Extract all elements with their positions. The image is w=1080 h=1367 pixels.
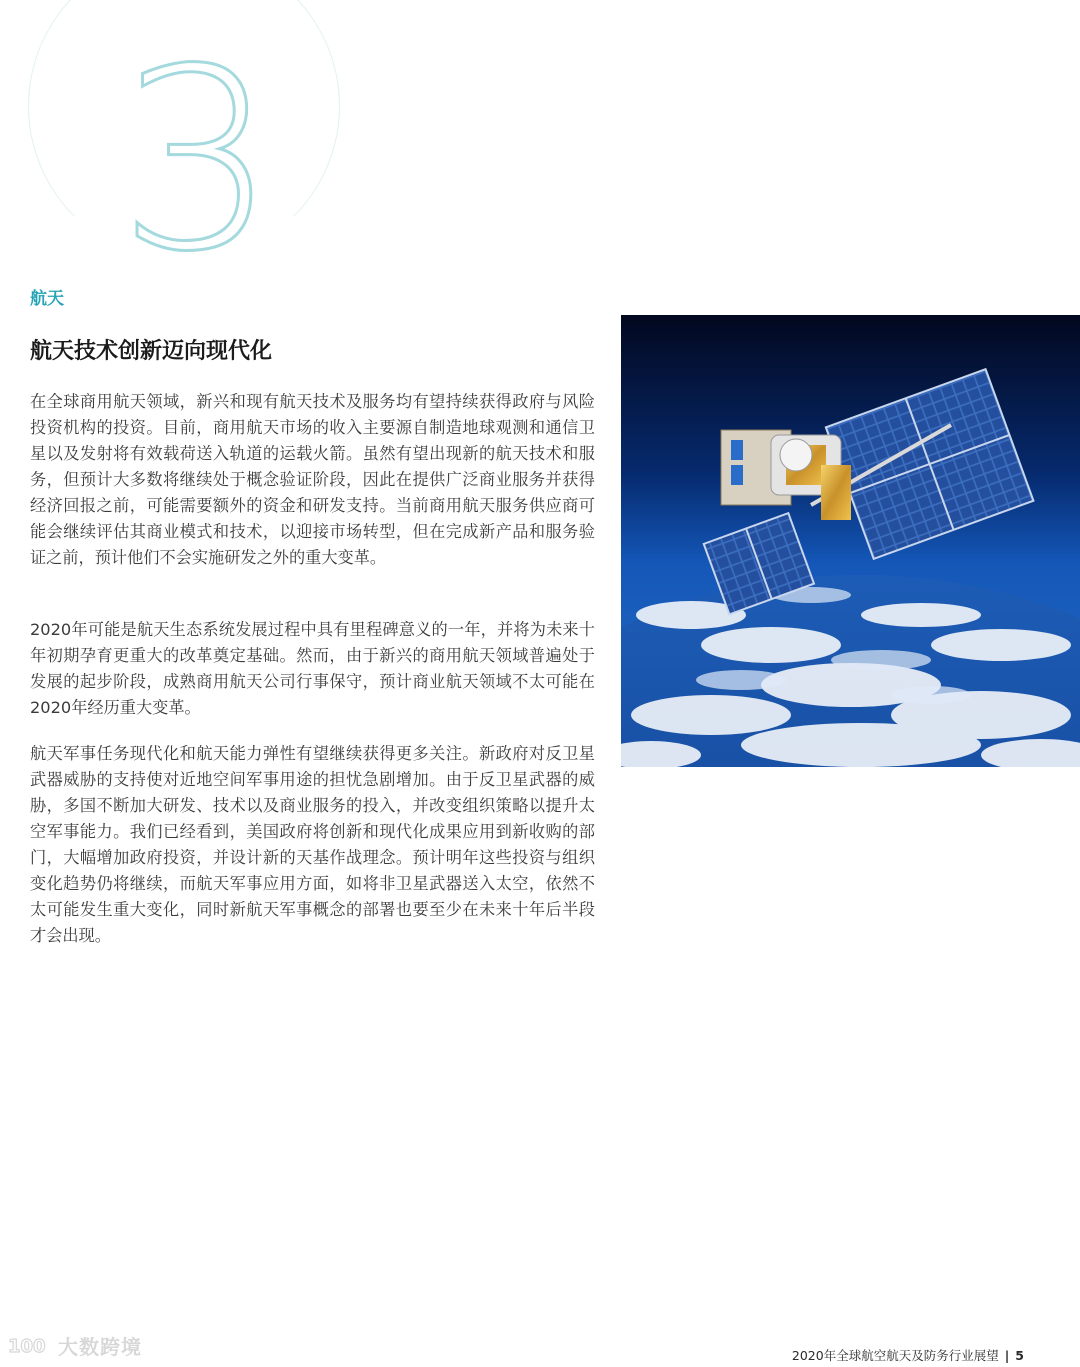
page-footer bbox=[792, 1346, 1024, 1364]
footer-report-title: 2020年全球航空航天及防务行业展望 bbox=[791, 1348, 999, 1363]
watermark-text: 大数跨境 bbox=[58, 1334, 142, 1359]
body-paragraph-3: 航天军事任务现代化和航天能力弹性有望继续获得更多关注。新政府对反卫星武器威胁的支持使对近地空间军事用途的担忧急剧增加。由于反卫星武器的威胁，多国不断加大研发、技术以及商业服务的投入，并改变组织策略以提升太空军事能力。我们已经看到，美国政府将创新和现代化成果应用到新收购的部门，大幅增加政府投资，并设计新的天基作战理念。预计明年这些投资与组织变化趋势仍将继续，而航天军事应用方面，如将非卫星武器送入太空，依然不太可能发生重大变化，同时新航天军事概念的部署也要至少在未来十年后半段才会出现。 bbox=[30, 744, 595, 945]
watermark bbox=[8, 1330, 142, 1360]
footer-separator: | bbox=[1004, 1347, 1010, 1363]
page-number: 5 bbox=[1015, 1347, 1024, 1363]
section-label: 航天 bbox=[30, 289, 64, 309]
satellite-photo bbox=[621, 315, 1080, 767]
body-paragraph-1: 在全球商用航天领域，新兴和现有航天技术及服务均有望持续获得政府与风险投资机构的投资。目前，商用航天市场的收入主要源自制造地球观测和通信卫星以及发射将有效载荷送入轨道的运载火箭。虽然有望出现新的航天技术和服务，但预计大多数将继续处于概念验证阶段，因此在提供广泛商业服务并获得经济回报之前，可能需要额外的资金和研发支持。当前商用航天服务供应商可能会继续评估其商业模式和技术，以迎接市场转型，但在完成新产品和服务验证之前，预计他们不会实施研发之外的重大变革。 bbox=[30, 392, 595, 567]
page-title: 航天技术创新迈向现代化 bbox=[30, 339, 273, 364]
svg-text:100: 100 bbox=[8, 1336, 46, 1357]
body-paragraph-2: 2020年可能是航天生态系统发展过程中具有里程碑意义的一年，并将为未来十年初期孕育更重大的改革奠定基础。然而，由于新兴的商用航天领域普遍处于发展的起步阶段，成熟商用航天公司行事保守，预计商业航天领域不太可能在2020年经历重大变革。 bbox=[30, 620, 595, 717]
section-number: 3 bbox=[118, 15, 278, 306]
watermark-logo-icon bbox=[8, 1332, 52, 1358]
